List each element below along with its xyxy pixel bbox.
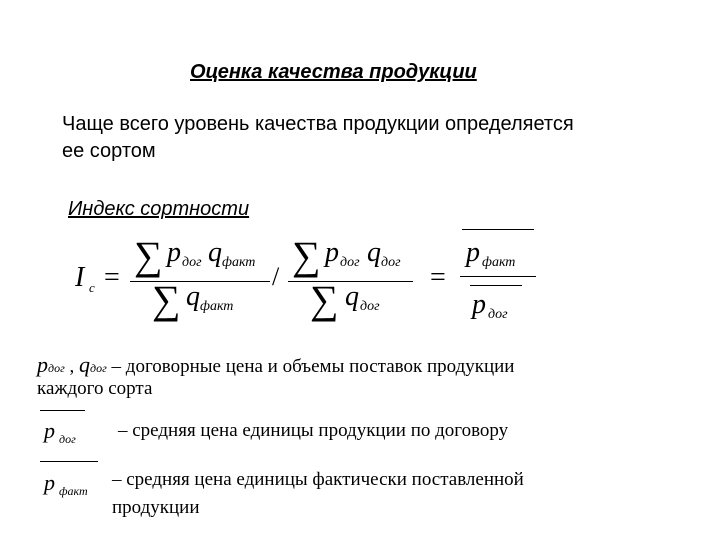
formula-subscript: дог [340, 255, 360, 270]
formula-q: q [345, 281, 359, 312]
legend-p: p [44, 470, 55, 495]
formula-subscript: факт [222, 255, 256, 270]
average-overline [40, 461, 98, 462]
intro-text: Чаще всего уровень качества продукции определяется ее сортом [62, 113, 574, 162]
section-heading: Индекс сортности [68, 198, 250, 220]
index-symbol: I [75, 262, 85, 293]
legend-avg-dog-text: – средняя цена единицы продукции по договору [118, 420, 509, 441]
legend-subscript: факт [59, 484, 88, 498]
average-overline [470, 285, 522, 286]
legend-subscript: дог [48, 361, 65, 375]
sum-sign: ∑ [152, 277, 181, 322]
equals-sign: = [430, 262, 446, 293]
formula-q: q [208, 237, 222, 268]
formula-p: p [325, 237, 339, 268]
legend-subscript: дог [90, 361, 107, 375]
sum-sign: ∑ [310, 277, 339, 322]
legend-avg-fakt-text: – средняя цена единицы фактически поставленной [112, 469, 524, 490]
sum-sign: ∑ [134, 233, 163, 278]
average-overline [40, 410, 85, 411]
legend-pq-text: – договорные цена и объемы поставок продукции [111, 356, 515, 377]
equals-sign: = [104, 262, 120, 293]
formula-subscript: дог [182, 255, 202, 270]
formula-p: p [466, 237, 480, 268]
formula-subscript: дог [488, 307, 508, 322]
formula-subscript: дог [360, 299, 380, 314]
legend-pq-line [37, 352, 514, 378]
sum-sign: ∑ [292, 233, 321, 278]
slide-title: Оценка качества продукции [190, 61, 477, 83]
formula-subscript: факт [200, 299, 234, 314]
legend-subscript: дог [59, 432, 76, 446]
formula-q: q [367, 237, 381, 268]
fraction-bar [460, 276, 536, 277]
division-slash: / [272, 262, 280, 291]
average-overline [462, 229, 534, 230]
legend-p: p [37, 352, 48, 377]
index-subscript: c [89, 280, 95, 295]
legend-pq-text-continued: каждого сорта [37, 378, 153, 399]
formula-subscript: факт [482, 255, 516, 270]
formula-q: q [186, 281, 200, 312]
legend-avg-fakt-text-continued: продукции [112, 497, 200, 518]
legend-p: p [44, 418, 55, 443]
fraction-bar [130, 281, 270, 282]
formula-p: p [167, 237, 181, 268]
formula-p: p [472, 289, 486, 320]
formula-subscript: дог [381, 255, 401, 270]
legend-q: q [79, 352, 91, 377]
legend-comma: , [69, 356, 75, 377]
